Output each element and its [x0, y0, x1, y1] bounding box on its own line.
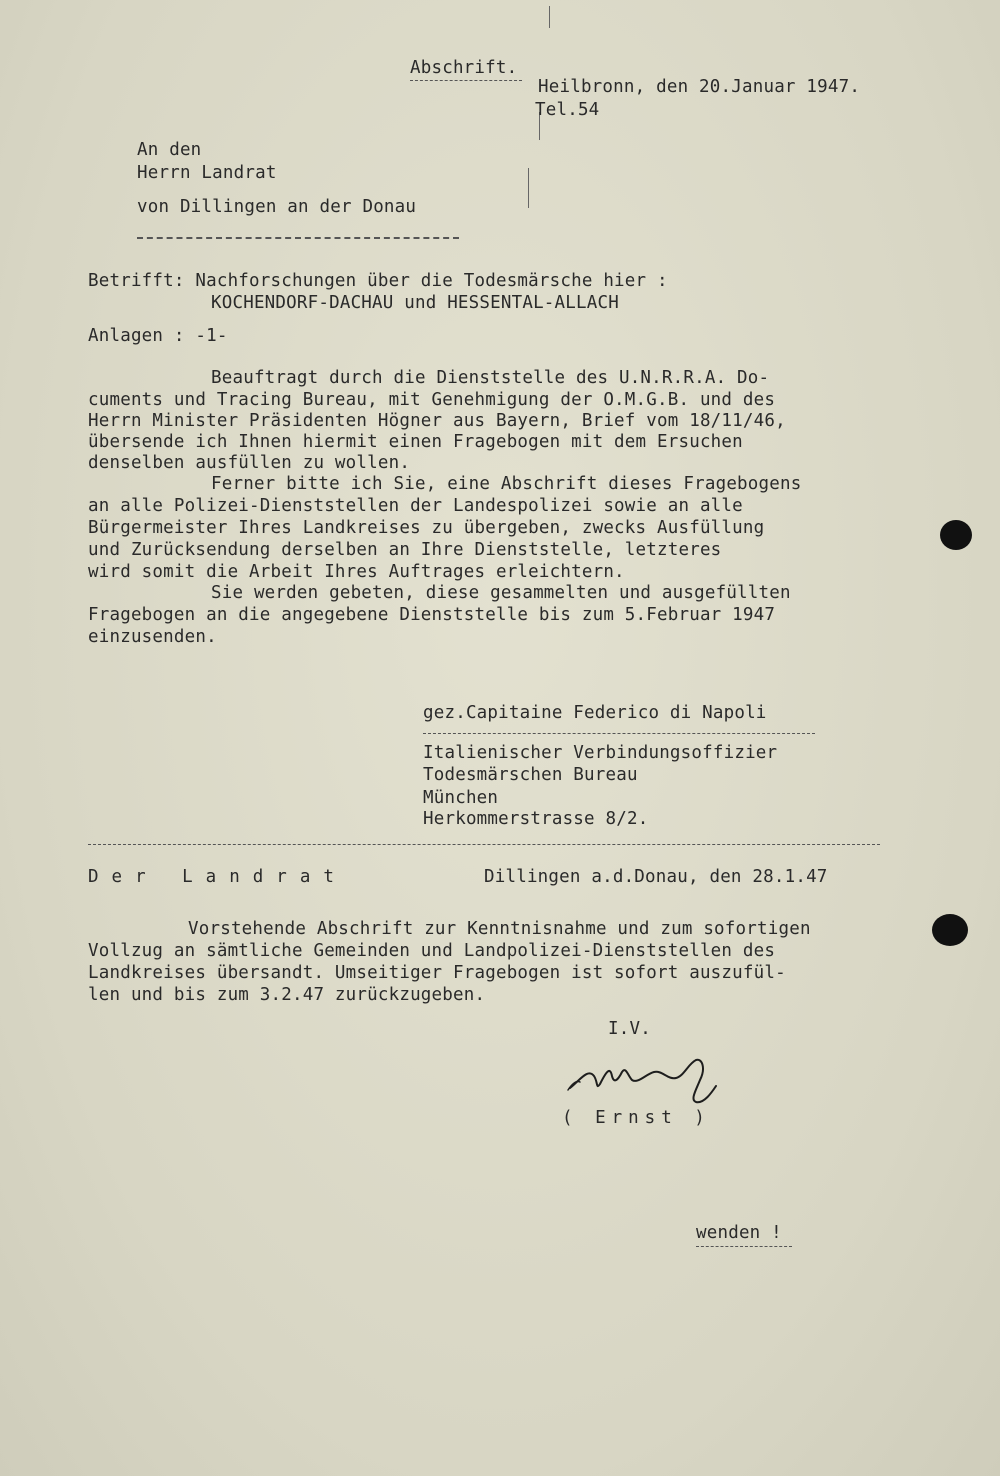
body-line: übersende ich Ihnen hiermit einen Fragebogen mit dem Ersuchen [88, 432, 743, 452]
body-line: Fragebogen an die angegebene Dienststelle bis zum 5.Februar 1947 [88, 605, 776, 625]
attachments: Anlagen : -1- [88, 326, 228, 346]
handwritten-signature [566, 1050, 736, 1110]
margin-mark-mid [528, 168, 529, 208]
street-address: Herkommerstrasse 8/2. [423, 809, 649, 829]
abschrift-underline [410, 80, 522, 81]
subject-line-1: Betrifft: Nachforschungen über die Todesmärsche hier : [88, 271, 668, 291]
bureau-name: Todesmärschen Bureau [423, 765, 638, 785]
telephone: Tel.54 [535, 100, 600, 120]
addressee-line-3: von Dillingen an der Donau [137, 197, 417, 217]
addressee-line-2: Herrn Landrat [137, 163, 277, 183]
signed-by: gez.Capitaine Federico di Napoli [423, 703, 767, 723]
landrat-line: Landkreises übersandt. Umseitiger Fragebogen ist sofort auszufül- [88, 963, 786, 983]
place-date: Heilbronn, den 20.Januar 1947. [538, 77, 861, 97]
landrat-title: Der Landrat [88, 867, 347, 887]
abschrift-heading: Abschrift. [410, 58, 518, 78]
body-line: an alle Polizei-Dienststellen der Landespolizei sowie an alle [88, 496, 743, 516]
turn-over-underline [696, 1246, 792, 1247]
body-line: und Zurücksendung derselben an Ihre Dienststelle, letzteres [88, 540, 722, 560]
body-line: Sie werden gebeten, diese gesammelten und ausgefüllten [211, 583, 791, 603]
body-line: denselben ausfüllen zu wollen. [88, 453, 411, 473]
turn-over-note: wenden ! [696, 1223, 782, 1243]
body-line: einzusenden. [88, 627, 217, 647]
section-divider [88, 844, 880, 845]
body-line: Beauftragt durch die Dienststelle des U.N.R.R.A. Do- [211, 368, 770, 388]
signatory-name: ( Ernst ) [562, 1108, 711, 1128]
body-line: Bürgermeister Ihres Landkreises zu übergeben, zwecks Ausfüllung [88, 518, 765, 538]
signature-rule [423, 733, 815, 734]
officer-title: Italienischer Verbindungsoffizier [423, 743, 778, 763]
punch-hole [940, 520, 972, 550]
body-line: Herrn Minister Präsidenten Högner aus Bayern, Brief vom 18/11/46, [88, 411, 786, 431]
city: München [423, 788, 499, 808]
body-line: wird somit die Arbeit Ihres Auftrages erleichtern. [88, 562, 625, 582]
landrat-line: Vorstehende Abschrift zur Kenntnisnahme und zum sofortigen [188, 919, 811, 939]
addressee-rule [137, 237, 459, 239]
body-line: cuments und Tracing Bureau, mit Genehmigung der O.M.G.B. und des [88, 390, 776, 410]
on-behalf-mark: I.V. [608, 1019, 651, 1039]
subject-line-2: KOCHENDORF-DACHAU und HESSENTAL-ALLACH [211, 293, 619, 313]
margin-mark-top [549, 6, 550, 28]
punch-hole [932, 914, 968, 946]
landrat-line: Vollzug an sämtliche Gemeinden und Landpolizei-Dienststellen des [88, 941, 776, 961]
body-line: Ferner bitte ich Sie, eine Abschrift dieses Fragebogens [211, 474, 802, 494]
landrat-place-date: Dillingen a.d.Donau, den 28.1.47 [484, 867, 828, 887]
landrat-line: len und bis zum 3.2.47 zurückzugeben. [88, 985, 486, 1005]
addressee-line-1: An den [137, 140, 202, 160]
